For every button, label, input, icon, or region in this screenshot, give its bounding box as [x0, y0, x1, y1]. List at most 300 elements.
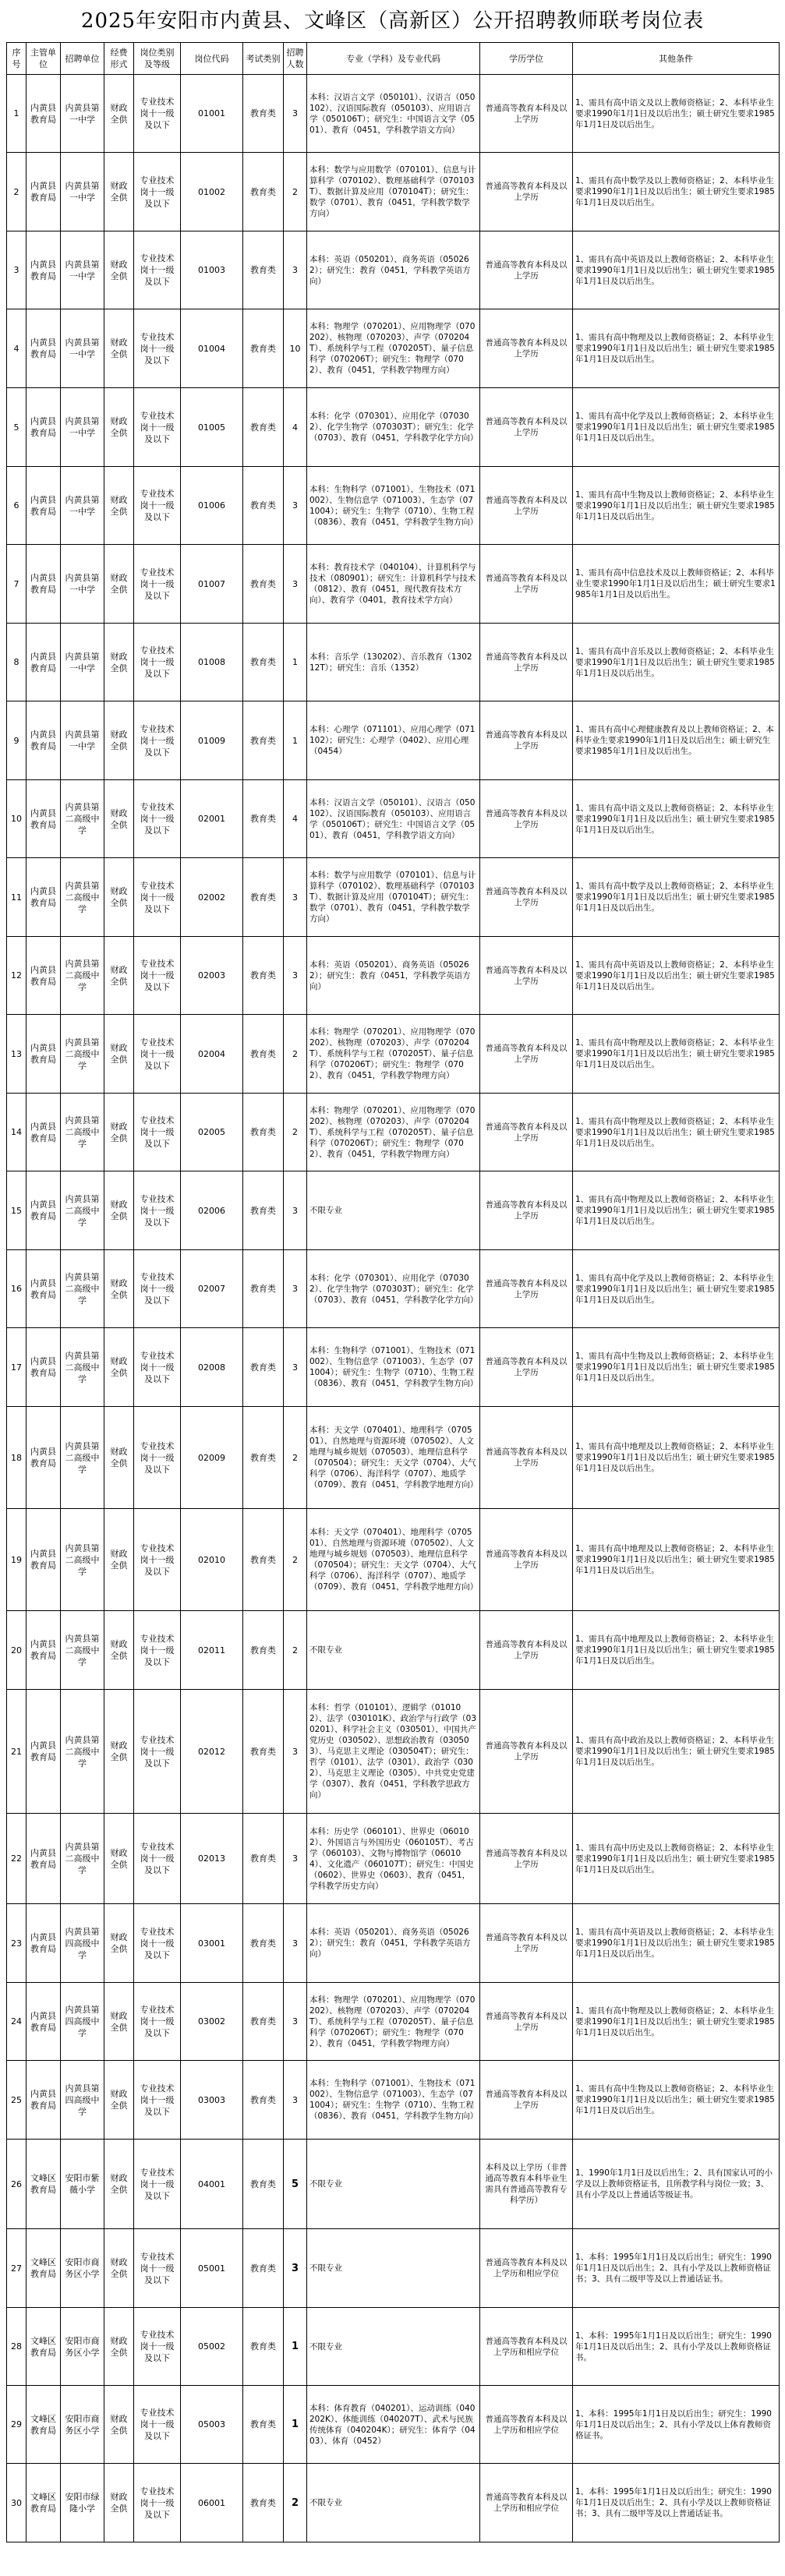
- table-row: [7, 2464, 780, 2542]
- cell-cond: 1、需具有高中语文及以上教师资格证；2、本科毕业生要求1990年1月1日及以后出生；硕士研究生要求1985年1月1日及以后出生。: [573, 780, 780, 858]
- cell-major: 本科：化学（070301）、应用化学（070302）、化学生物学（070303T）；研究生：化学（0703）、教育（0451，学科教学化学方向）: [307, 388, 480, 467]
- cell-count: 3: [284, 75, 307, 153]
- cell-no: 20: [7, 1611, 27, 1690]
- cell-unit: 内黄县第二高级中学: [61, 780, 104, 858]
- cell-fund: 财政全供: [104, 309, 134, 388]
- table-row: [7, 467, 780, 545]
- cell-dept: 文峰区教育局: [27, 2464, 61, 2542]
- cell-level: 专业技术岗十一级及以下: [134, 2229, 181, 2308]
- cell-fund: 财政全供: [104, 388, 134, 467]
- cell-no: 27: [7, 2229, 27, 2308]
- table-row: [7, 1015, 780, 1094]
- cell-exam: 教育类: [243, 1171, 284, 1250]
- cell-unit: 内黄县第二高级中学: [61, 937, 104, 1015]
- cell-no: 15: [7, 1171, 27, 1250]
- table-row: [7, 2308, 780, 2386]
- cell-major: 本科：物理学（070201）、应用物理学（070202）、核物理（070203）、声学（070204T）、系统科学与工程（070205T）、量子信息科学（070206T）；研究生：物理学（0702）、教育（0451，学科教学物理方向）: [307, 1983, 480, 2061]
- cell-cond: 1、需具有高中物理及以上教师资格证；2、本科毕业生要求1990年1月1日及以后出生；硕士研究生要求1985年1月1日及以后出生。: [573, 309, 780, 388]
- cell-dept: 内黄县教育局: [27, 1094, 61, 1171]
- cell-major: 本科：物理学（070201）、应用物理学（070202）、核物理（070203）、声学（070204T）、系统科学与工程（070205T）、量子信息科学（070206T）；研究生：物理学（0702）、教育（0451，学科教学物理方向）: [307, 1015, 480, 1094]
- cell-dept: 内黄县教育局: [27, 858, 61, 937]
- cell-dept: 内黄县教育局: [27, 624, 61, 701]
- cell-exam: 教育类: [243, 1611, 284, 1690]
- cell-exam: 教育类: [243, 1814, 284, 1904]
- cell-fund: 财政全供: [104, 2308, 134, 2386]
- cell-major: 不限专业: [307, 1611, 480, 1690]
- cell-edu: 普通高等教育本科及以上学历和相应学位: [480, 2464, 573, 2542]
- cell-edu: 普通高等教育本科及以上学历: [480, 1015, 573, 1094]
- cell-cond: 1、需具有高中政治及以上教师资格证；2、本科毕业生要求1990年1月1日及以后出生；硕士研究生要求1985年1月1日及以后出生。: [573, 1690, 780, 1814]
- cell-code: 01008: [181, 624, 243, 701]
- cell-major: 本科：天文学（070401）、地理科学（070501）、自然地理与资源环境（070502）、人文地理与城乡规划（070503）、地理信息科学（070504）；研究生：天文学（0704）、大气科学（0706）、海洋科学（0707）、地质学（0709）、教育（0451，学科教学地理方向）: [307, 1407, 480, 1509]
- cell-unit: 内黄县第二高级中学: [61, 1690, 104, 1814]
- cell-count: 3: [284, 2229, 307, 2308]
- cell-code: 02011: [181, 1611, 243, 1690]
- cell-dept: 文峰区教育局: [27, 2386, 61, 2464]
- cell-cond: 1、需具有高中心理健康教育及以上教师资格证；2、本科毕业生要求1990年1月1日及以后出生；硕士研究生要求1985年1月1日及以后出生。: [573, 701, 780, 780]
- cell-code: 05003: [181, 2386, 243, 2464]
- cell-edu: 普通高等教育本科及以上学历: [480, 1171, 573, 1250]
- cell-fund: 财政全供: [104, 1015, 134, 1094]
- cell-major: 不限专业: [307, 2229, 480, 2308]
- cell-code: 01006: [181, 467, 243, 545]
- cell-exam: 教育类: [243, 1328, 284, 1407]
- cell-count: 2: [284, 1094, 307, 1171]
- cell-major: 本科：心理学（071101）、应用心理学（071102）；研究生：心理学（0402）、应用心理（0454）: [307, 701, 480, 780]
- cell-count: 3: [284, 231, 307, 309]
- cell-exam: 教育类: [243, 2140, 284, 2229]
- cell-major: 本科：历史学（060101）、世界史（060102）、外国语言与外国历史（060105T）、考古学（060103）、文物与博物馆学（060104）、文化遗产（060107T）；研究生：中国史（0602）、世界史（0603）、教育（0451，学科教学历史方向）: [307, 1814, 480, 1904]
- cell-dept: 文峰区教育局: [27, 2308, 61, 2386]
- cell-dept: 内黄县教育局: [27, 1509, 61, 1611]
- cell-no: 12: [7, 937, 27, 1015]
- cell-edu: 普通高等教育本科及以上学历: [480, 1904, 573, 1983]
- cell-level: 专业技术岗十一级及以下: [134, 1328, 181, 1407]
- cell-edu: 普通高等教育本科及以上学历: [480, 75, 573, 153]
- cell-unit: 内黄县第二高级中学: [61, 1094, 104, 1171]
- cell-fund: 财政全供: [104, 467, 134, 545]
- cell-edu: 普通高等教育本科及以上学历: [480, 858, 573, 937]
- cell-cond: 1、需具有高中地理及以上教师资格证；2、本科毕业生要求1990年1月1日及以后出生；硕士研究生要求1985年1月1日及以后出生。: [573, 1407, 780, 1509]
- cell-dept: 内黄县教育局: [27, 1904, 61, 1983]
- cell-major: 不限专业: [307, 2464, 480, 2542]
- cell-dept: 内黄县教育局: [27, 701, 61, 780]
- cell-level: 专业技术岗十一级及以下: [134, 1094, 181, 1171]
- header-cell-code: 岗位代码: [181, 43, 243, 75]
- cell-unit: 内黄县第一中学: [61, 388, 104, 467]
- cell-edu: 普通高等教育本科及以上学历: [480, 153, 573, 231]
- table-row: [7, 624, 780, 701]
- cell-unit: 内黄县第四高级中学: [61, 2061, 104, 2140]
- table-row: [7, 388, 780, 467]
- cell-major: 本科：汉语言文学（050101）、汉语言（050102）、汉语国际教育（050103）、应用语言学（050106T）；研究生：中国语言文学（0501）、教育（0451，学科教学语文方向）: [307, 780, 480, 858]
- cell-exam: 教育类: [243, 624, 284, 701]
- cell-level: 专业技术岗十一级及以下: [134, 2308, 181, 2386]
- cell-level: 专业技术岗十一级及以下: [134, 153, 181, 231]
- cell-code: 03001: [181, 1904, 243, 1983]
- cell-exam: 教育类: [243, 309, 284, 388]
- table-row: [7, 1250, 780, 1328]
- cell-major: 不限专业: [307, 2308, 480, 2386]
- cell-code: 01004: [181, 309, 243, 388]
- cell-no: 6: [7, 467, 27, 545]
- cell-count: 1: [284, 624, 307, 701]
- table-row: [7, 1328, 780, 1407]
- cell-code: 01001: [181, 75, 243, 153]
- cell-exam: 教育类: [243, 780, 284, 858]
- cell-edu: 普通高等教育本科及以上学历: [480, 1407, 573, 1509]
- cell-cond: 1、需具有高中生物及以上教师资格证；2、本科毕业生要求1990年1月1日及以后出生；硕士研究生要求1985年1月1日及以后出生。: [573, 2061, 780, 2140]
- cell-unit: 内黄县第二高级中学: [61, 1250, 104, 1328]
- cell-cond: 1、本科：1995年1月1日及以后出生；研究生：1990年1月1日及以后出生；2、具有小学及以上体育教师资格证书。: [573, 2386, 780, 2464]
- table-row: [7, 2229, 780, 2308]
- cell-fund: 财政全供: [104, 1407, 134, 1509]
- cell-unit: 内黄县第四高级中学: [61, 1904, 104, 1983]
- cell-code: 02002: [181, 858, 243, 937]
- cell-cond: 1、需具有高中物理及以上教师资格证；2、本科毕业生要求1990年1月1日及以后出生；硕士研究生要求1985年1月1日及以后出生。: [573, 1983, 780, 2061]
- cell-major: 本科：英语（050201）、商务英语（050262）；研究生：教育（0451，学科教学英语方向）: [307, 1904, 480, 1983]
- cell-major: 本科：英语（050201）、商务英语（050262）；研究生：教育（0451，学科教学英语方向）: [307, 231, 480, 309]
- cell-level: 专业技术岗十一级及以下: [134, 1983, 181, 2061]
- cell-no: 17: [7, 1328, 27, 1407]
- cell-cond: 1、本科：1995年1月1日及以后出生；研究生：1990年1月1日及以后出生；2、具有小学及以上教师资格证书；3、具有二级甲等及以上普通话证书。: [573, 2464, 780, 2542]
- cell-cond: 1、需具有高中物理及以上教师资格证；2、本科毕业生要求1990年1月1日及以后出生；硕士研究生要求1985年1月1日及以后出生。: [573, 1094, 780, 1171]
- cell-fund: 财政全供: [104, 1094, 134, 1171]
- cell-dept: 内黄县教育局: [27, 1171, 61, 1250]
- cell-dept: 内黄县教育局: [27, 75, 61, 153]
- cell-cond: 1、需具有高中地理及以上教师资格证；2、本科毕业生要求1990年1月1日及以后出生；硕士研究生要求1985年1月1日及以后出生。: [573, 1611, 780, 1690]
- cell-fund: 财政全供: [104, 780, 134, 858]
- cell-edu: 普通高等教育本科及以上学历: [480, 231, 573, 309]
- cell-unit: 内黄县第四高级中学: [61, 1983, 104, 2061]
- cell-count: 2: [284, 1015, 307, 1094]
- cell-dept: 内黄县教育局: [27, 2061, 61, 2140]
- cell-cond: 1、本科：1995年1月1日及以后出生；研究生：1990年1月1日及以后出生；2、具有小学及以上教师资格证书。: [573, 2308, 780, 2386]
- cell-no: 1: [7, 75, 27, 153]
- cell-level: 专业技术岗十一级及以下: [134, 937, 181, 1015]
- cell-major: 本科：天文学（070401）、地理科学（070501）、自然地理与资源环境（070502）、人文地理与城乡规划（070503）、地理信息科学（070504）；研究生：天文学（0704）、大气科学（0706）、海洋科学（0707）、地质学（0709）、教育（0451，学科教学地理方向）: [307, 1509, 480, 1611]
- cell-unit: 安阳市商务区小学: [61, 2308, 104, 2386]
- table-row: [7, 153, 780, 231]
- cell-count: 3: [284, 858, 307, 937]
- cell-cond: 1、需具有高中英语及以上教师资格证；2、本科毕业生要求1990年1月1日及以后出生；硕士研究生要求1985年1月1日及以后出生。: [573, 231, 780, 309]
- cell-count: 3: [284, 1250, 307, 1328]
- cell-no: 9: [7, 701, 27, 780]
- cell-code: 02007: [181, 1250, 243, 1328]
- cell-no: 2: [7, 153, 27, 231]
- cell-fund: 财政全供: [104, 2229, 134, 2308]
- cell-code: 02005: [181, 1094, 243, 1171]
- cell-major: 本科：哲学（010101）、逻辑学（010102）、法学（030101K）、政治学与行政学（030201）、科学社会主义（030501）、中国共产党历史（030502）、思想政治教育（030503）、马克思主义理论（030504T）；研究生：哲学（0101）、法学（0301）、政治学（0302）、马克思主义理论（0305）、中共党史党建学（0307）、教育（0451，学科教学思政方向）: [307, 1690, 480, 1814]
- cell-major: 本科：汉语言文学（050101）、汉语言（050102）、汉语国际教育（050103）、应用语言学（050106T）；研究生：中国语言文学（0501）、教育（0451，学科教学语文方向）: [307, 75, 480, 153]
- table-row: [7, 75, 780, 153]
- cell-cond: 1、需具有高中地理及以上教师资格证；2、本科毕业生要求1990年1月1日及以后出生；硕士研究生要求1985年1月1日及以后出生。: [573, 1509, 780, 1611]
- cell-unit: 安阳市商务区小学: [61, 2386, 104, 2464]
- cell-fund: 财政全供: [104, 937, 134, 1015]
- cell-edu: 本科及以上学历（非普通高等教育本科毕业生需具有普通高等教育专科学历）: [480, 2140, 573, 2229]
- cell-edu: 普通高等教育本科及以上学历: [480, 1328, 573, 1407]
- cell-count: 4: [284, 388, 307, 467]
- cell-edu: 普通高等教育本科及以上学历: [480, 780, 573, 858]
- cell-unit: 内黄县第一中学: [61, 624, 104, 701]
- cell-fund: 财政全供: [104, 545, 134, 624]
- cell-unit: 安阳市绿隆小学: [61, 2464, 104, 2542]
- cell-fund: 财政全供: [104, 1814, 134, 1904]
- cell-code: 04001: [181, 2140, 243, 2229]
- cell-no: 8: [7, 624, 27, 701]
- cell-exam: 教育类: [243, 858, 284, 937]
- cell-cond: 1、需具有高中信息技术及以上教师资格证；2、本科毕业生要求1990年1月1日及以后出生；硕士研究生要求1985年1月1日及以后出生。: [573, 545, 780, 624]
- table-row: [7, 1814, 780, 1904]
- cell-count: 4: [284, 780, 307, 858]
- cell-level: 专业技术岗十一级及以下: [134, 1171, 181, 1250]
- cell-major: 本科：生物科学（071001）、生物技术（071002）、生物信息学（071003）、生态学（071004）；研究生：生物学（0710）、生物工程（0836）、教育（0451，学科教学生物方向）: [307, 2061, 480, 2140]
- cell-fund: 财政全供: [104, 1983, 134, 2061]
- cell-edu: 普通高等教育本科及以上学历: [480, 467, 573, 545]
- table-row: [7, 1983, 780, 2061]
- cell-count: 3: [284, 1983, 307, 2061]
- cell-cond: 1、需具有高中数学及以上教师资格证；2、本科毕业生要求1990年1月1日及以后出生；硕士研究生要求1985年1月1日及以后出生。: [573, 153, 780, 231]
- cell-level: 专业技术岗十一级及以下: [134, 1250, 181, 1328]
- cell-code: 02009: [181, 1407, 243, 1509]
- cell-exam: 教育类: [243, 1407, 284, 1509]
- cell-unit: 内黄县第二高级中学: [61, 1509, 104, 1611]
- cell-level: 专业技术岗十一级及以下: [134, 1611, 181, 1690]
- table-row: [7, 937, 780, 1015]
- cell-no: 18: [7, 1407, 27, 1509]
- cell-code: 01009: [181, 701, 243, 780]
- cell-unit: 内黄县第一中学: [61, 467, 104, 545]
- page-title: 2025年安阳市内黄县、文峰区（高新区）公开招聘教师联考岗位表: [80, 9, 705, 33]
- cell-count: 1: [284, 701, 307, 780]
- cell-no: 23: [7, 1904, 27, 1983]
- cell-count: 2: [284, 1611, 307, 1690]
- cell-code: 01003: [181, 231, 243, 309]
- cell-exam: 教育类: [243, 2386, 284, 2464]
- cell-fund: 财政全供: [104, 858, 134, 937]
- cell-cond: 1、需具有高中英语及以上教师资格证；2、本科毕业生要求1990年1月1日及以后出生；硕士研究生要求1985年1月1日及以后出生。: [573, 937, 780, 1015]
- header-cell-no: 序号: [7, 43, 27, 75]
- cell-no: 5: [7, 388, 27, 467]
- cell-major: 本科：化学（070301）、应用化学（070302）、化学生物学（070303T）；研究生：化学（0703）、教育（0451，学科教学化学方向）: [307, 1250, 480, 1328]
- table-row: [7, 1509, 780, 1611]
- cell-code: 02006: [181, 1171, 243, 1250]
- cell-dept: 内黄县教育局: [27, 545, 61, 624]
- cell-edu: 普通高等教育本科及以上学历: [480, 1509, 573, 1611]
- cell-dept: 内黄县教育局: [27, 153, 61, 231]
- cell-exam: 教育类: [243, 1904, 284, 1983]
- cell-dept: 内黄县教育局: [27, 1690, 61, 1814]
- cell-no: 30: [7, 2464, 27, 2542]
- cell-no: 22: [7, 1814, 27, 1904]
- table-row: [7, 2061, 780, 2140]
- cell-code: 01005: [181, 388, 243, 467]
- cell-level: 专业技术岗十一级及以下: [134, 2386, 181, 2464]
- cell-level: 专业技术岗十一级及以下: [134, 467, 181, 545]
- cell-edu: 普通高等教育本科及以上学历: [480, 545, 573, 624]
- cell-level: 专业技术岗十一级及以下: [134, 2464, 181, 2542]
- header-cell-fund: 经费形式: [104, 43, 134, 75]
- cell-exam: 教育类: [243, 937, 284, 1015]
- cell-unit: 内黄县第二高级中学: [61, 1328, 104, 1407]
- cell-major: 本科：英语（050201）、商务英语（050262）；研究生：教育（0451，学科教学英语方向）: [307, 937, 480, 1015]
- header-cell-unit: 招聘单位: [61, 43, 104, 75]
- cell-count: 2: [284, 1509, 307, 1611]
- cell-no: 28: [7, 2308, 27, 2386]
- cell-cond: 1、需具有高中英语及以上教师资格证；2、本科毕业生要求1990年1月1日及以后出生；硕士研究生要求1985年1月1日及以后出生。: [573, 1904, 780, 1983]
- cell-cond: 1、需具有高中生物及以上教师资格证；2、本科毕业生要求1990年1月1日及以后出生；硕士研究生要求1985年1月1日及以后出生。: [573, 467, 780, 545]
- cell-no: 16: [7, 1250, 27, 1328]
- cell-no: 26: [7, 2140, 27, 2229]
- cell-edu: 普通高等教育本科及以上学历: [480, 309, 573, 388]
- cell-count: 1: [284, 2308, 307, 2386]
- cell-no: 10: [7, 780, 27, 858]
- cell-fund: 财政全供: [104, 1328, 134, 1407]
- table-row: [7, 231, 780, 309]
- cell-unit: 内黄县第二高级中学: [61, 1814, 104, 1904]
- cell-exam: 教育类: [243, 2061, 284, 2140]
- cell-level: 专业技术岗十一级及以下: [134, 624, 181, 701]
- cell-fund: 财政全供: [104, 701, 134, 780]
- header-row: [7, 43, 780, 75]
- cell-no: 3: [7, 231, 27, 309]
- cell-major: 本科：物理学（070201）、应用物理学（070202）、核物理（070203）、声学（070204T）、系统科学与工程（070205T）、量子信息科学（070206T）；研究生：物理学（0702）、教育（0451，学科教学物理方向）: [307, 1094, 480, 1171]
- cell-fund: 财政全供: [104, 624, 134, 701]
- cell-count: 1: [284, 2386, 307, 2464]
- table-row: [7, 1407, 780, 1509]
- cell-dept: 内黄县教育局: [27, 1611, 61, 1690]
- cell-cond: 1、需具有高中化学及以上教师资格证；2、本科毕业生要求1990年1月1日及以后出生；硕士研究生要求1985年1月1日及以后出生。: [573, 1250, 780, 1328]
- cell-level: 专业技术岗十一级及以下: [134, 1814, 181, 1904]
- cell-count: 3: [284, 545, 307, 624]
- cell-unit: 内黄县第二高级中学: [61, 1171, 104, 1250]
- header-cell-major: 专业（学科）及专业代码: [307, 43, 480, 75]
- cell-count: 3: [284, 2061, 307, 2140]
- cell-exam: 教育类: [243, 1983, 284, 2061]
- cell-code: 02012: [181, 1690, 243, 1814]
- cell-fund: 财政全供: [104, 2386, 134, 2464]
- cell-no: 19: [7, 1509, 27, 1611]
- table-row: [7, 701, 780, 780]
- cell-exam: 教育类: [243, 1250, 284, 1328]
- cell-cond: 1、需具有高中物理及以上教师资格证；2、本科毕业生要求1990年1月1日及以后出生；硕士研究生要求1985年1月1日及以后出生。: [573, 1171, 780, 1250]
- cell-count: 5: [284, 2140, 307, 2229]
- cell-code: 01007: [181, 545, 243, 624]
- cell-level: 专业技术岗十一级及以下: [134, 858, 181, 937]
- cell-dept: 内黄县教育局: [27, 1983, 61, 2061]
- cell-code: 05002: [181, 2308, 243, 2386]
- cell-no: 29: [7, 2386, 27, 2464]
- cell-major: 本科：音乐学（130202）、音乐教育（130212T）；研究生：音乐（1352）: [307, 624, 480, 701]
- cell-edu: 普通高等教育本科及以上学历: [480, 624, 573, 701]
- cell-count: 3: [284, 467, 307, 545]
- cell-unit: 内黄县第二高级中学: [61, 1015, 104, 1094]
- cell-no: 4: [7, 309, 27, 388]
- cell-level: 专业技术岗十一级及以下: [134, 1904, 181, 1983]
- cell-fund: 财政全供: [104, 75, 134, 153]
- positions-table: [6, 42, 780, 2542]
- cell-cond: 1、需具有高中数学及以上教师资格证；2、本科毕业生要求1990年1月1日及以后出生；硕士研究生要求1985年1月1日及以后出生。: [573, 858, 780, 937]
- cell-dept: 内黄县教育局: [27, 1328, 61, 1407]
- cell-unit: 内黄县第二高级中学: [61, 858, 104, 937]
- cell-edu: 普通高等教育本科及以上学历: [480, 1814, 573, 1904]
- cell-code: 02008: [181, 1328, 243, 1407]
- cell-cond: 1、需具有高中语文及以上教师资格证；2、本科毕业生要求1990年1月1日及以后出生；硕士研究生要求1985年1月1日及以后出生。: [573, 75, 780, 153]
- cell-level: 专业技术岗十一级及以下: [134, 75, 181, 153]
- cell-exam: 教育类: [243, 1509, 284, 1611]
- cell-dept: 内黄县教育局: [27, 1814, 61, 1904]
- cell-edu: 普通高等教育本科及以上学历: [480, 388, 573, 467]
- cell-unit: 内黄县第一中学: [61, 75, 104, 153]
- table-row: [7, 2386, 780, 2464]
- cell-level: 专业技术岗十一级及以下: [134, 2061, 181, 2140]
- cell-major: 不限专业: [307, 2140, 480, 2229]
- cell-exam: 教育类: [243, 153, 284, 231]
- cell-level: 专业技术岗十一级及以下: [134, 545, 181, 624]
- cell-exam: 教育类: [243, 467, 284, 545]
- cell-code: 02001: [181, 780, 243, 858]
- table-row: [7, 2140, 780, 2229]
- cell-dept: 内黄县教育局: [27, 1015, 61, 1094]
- cell-edu: 普通高等教育本科及以上学历: [480, 1611, 573, 1690]
- cell-level: 专业技术岗十一级及以下: [134, 780, 181, 858]
- cell-dept: 内黄县教育局: [27, 309, 61, 388]
- cell-edu: 普通高等教育本科及以上学历: [480, 1094, 573, 1171]
- cell-count: 2: [284, 1407, 307, 1509]
- cell-level: 专业技术岗十一级及以下: [134, 231, 181, 309]
- cell-code: 02004: [181, 1015, 243, 1094]
- cell-edu: 普通高等教育本科及以上学历: [480, 1690, 573, 1814]
- cell-dept: 内黄县教育局: [27, 388, 61, 467]
- cell-fund: 财政全供: [104, 2061, 134, 2140]
- cell-code: 02003: [181, 937, 243, 1015]
- cell-code: 02010: [181, 1509, 243, 1611]
- header-cell-edu: 学历学位: [480, 43, 573, 75]
- cell-exam: 教育类: [243, 545, 284, 624]
- cell-major: 本科：生物科学（071001）、生物技术（071002）、生物信息学（071003）、生态学（071004）；研究生：生物学（0710）、生物工程（0836）、教育（0451，学科教学生物方向）: [307, 1328, 480, 1407]
- cell-unit: 内黄县第二高级中学: [61, 1611, 104, 1690]
- cell-major: 本科：生物科学（071001）、生物技术（071002）、生物信息学（071003）、生态学（071004）；研究生：生物学（0710）、生物工程（0836）、教育（0451，学科教学生物方向）: [307, 467, 480, 545]
- cell-dept: 内黄县教育局: [27, 1250, 61, 1328]
- cell-fund: 财政全供: [104, 1611, 134, 1690]
- table-row: [7, 1904, 780, 1983]
- table-row: [7, 858, 780, 937]
- cell-major: 本科：数学与应用数学（070101）、信息与计算科学（070102）、数理基础科学（070103T）、数据计算及应用（070104T）；研究生：数学（0701）、教育（0451，学科教学数学方向）: [307, 858, 480, 937]
- cell-code: 06001: [181, 2464, 243, 2542]
- cell-edu: 普通高等教育本科及以上学历: [480, 1250, 573, 1328]
- table-row: [7, 1611, 780, 1690]
- cell-level: 专业技术岗十一级及以下: [134, 1407, 181, 1509]
- cell-unit: 内黄县第一中学: [61, 545, 104, 624]
- table-body: [7, 75, 780, 2542]
- cell-cond: 1、需具有高中化学及以上教师资格证；2、本科毕业生要求1990年1月1日及以后出生；硕士研究生要求1985年1月1日及以后出生。: [573, 388, 780, 467]
- cell-dept: 内黄县教育局: [27, 1407, 61, 1509]
- header-cell-count: 招聘人数: [284, 43, 307, 75]
- cell-unit: 内黄县第二高级中学: [61, 1407, 104, 1509]
- cell-exam: 教育类: [243, 231, 284, 309]
- cell-dept: 内黄县教育局: [27, 780, 61, 858]
- cell-major: 本科：物理学（070201）、应用物理学（070202）、核物理（070203）、声学（070204T）、系统科学与工程（070205T）、量子信息科学（070206T）；研究生：物理学（0702）、教育（0451，学科教学物理方向）: [307, 309, 480, 388]
- cell-count: 3: [284, 1171, 307, 1250]
- cell-edu: 普通高等教育本科及以上学历: [480, 937, 573, 1015]
- cell-level: 专业技术岗十一级及以下: [134, 701, 181, 780]
- cell-code: 03002: [181, 1983, 243, 2061]
- cell-no: 14: [7, 1094, 27, 1171]
- cell-code: 03003: [181, 2061, 243, 2140]
- cell-cond: 1、需具有高中物理及以上教师资格证；2、本科毕业生要求1990年1月1日及以后出生；硕士研究生要求1985年1月1日及以后出生。: [573, 1015, 780, 1094]
- cell-major: 本科：数学与应用数学（070101）、信息与计算科学（070102）、数理基础科学（070103T）、数据计算及应用（070104T）；研究生：数学（0701）、教育（0451，学科教学数学方向）: [307, 153, 480, 231]
- table-row: [7, 1171, 780, 1250]
